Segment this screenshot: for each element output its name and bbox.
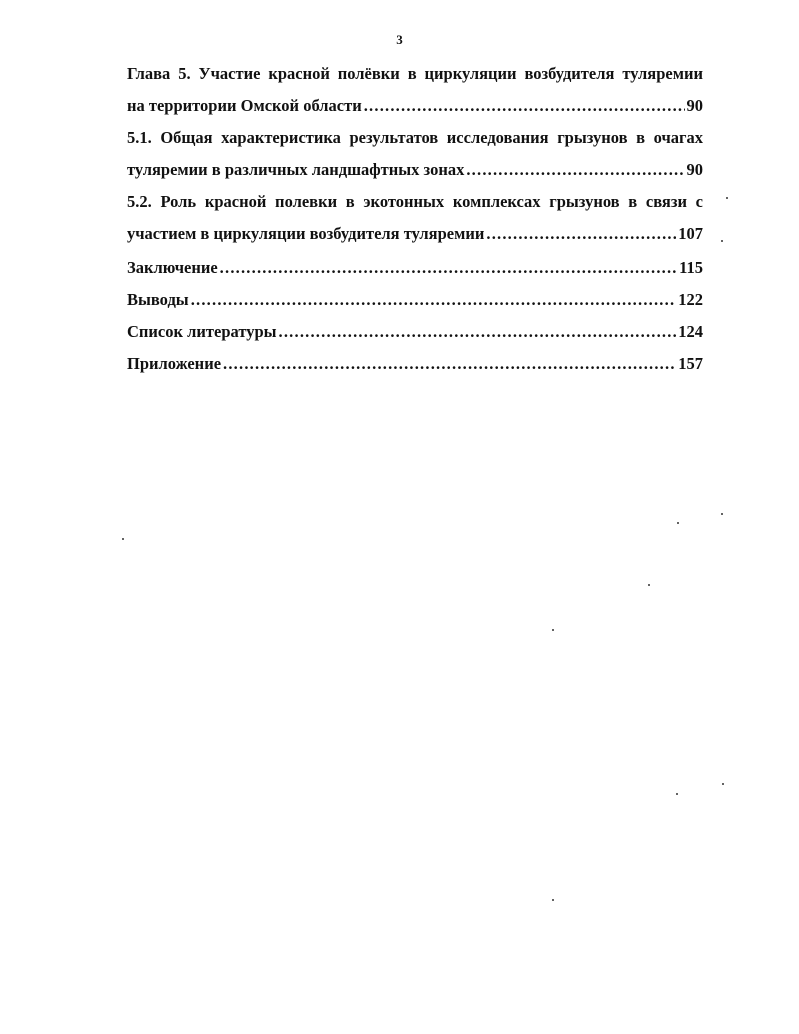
dot-leader: [466, 154, 684, 186]
toc-entry-title: Приложение: [127, 354, 222, 373]
toc-entry-title: туляремии в различных ландшафтных зонах: [127, 160, 465, 179]
toc-page-number: 124: [678, 322, 703, 341]
page-number: 3: [396, 32, 403, 47]
scan-speck: [648, 584, 650, 586]
scan-speck: [726, 197, 728, 199]
toc-entry-title-line-1: 5.2. Роль красной полевки в экотонных комплексах грызунов в связи с: [127, 192, 703, 211]
scan-speck: [122, 538, 124, 540]
toc-entry-chapter-5: [127, 58, 703, 122]
toc-entry-title: Заключение: [127, 258, 218, 277]
toc-entry-title-line-2: [127, 90, 703, 122]
toc-entry-line: [127, 316, 703, 348]
toc-page-number: 90: [686, 96, 703, 115]
toc-page-number: 107: [678, 224, 703, 243]
toc-entry-findings: [127, 284, 703, 316]
scan-speck: [552, 629, 554, 631]
scan-speck: [722, 783, 724, 785]
toc-entry-section-5-2: [127, 186, 703, 250]
dot-leader: [220, 252, 677, 284]
dot-leader: [364, 90, 685, 122]
toc-entry-title-line-1: Глава 5. Участие красной полёвки в циркуляции возбудителя туляремии: [127, 64, 703, 83]
toc-entry-title: участием в циркуляции возбудителя туляремии: [127, 224, 485, 243]
toc-entry-references: [127, 316, 703, 348]
toc-page-number: 157: [678, 354, 703, 373]
scan-speck: [721, 513, 723, 515]
toc-page-number: 90: [686, 160, 703, 179]
toc-entry-line: [127, 252, 703, 284]
toc-page-number: 122: [678, 290, 703, 309]
toc-entry-title-line-1: 5.1. Общая характеристика результатов исследования грызунов в очагах: [127, 128, 703, 147]
dot-leader: [191, 284, 677, 316]
toc-entry-line: [127, 284, 703, 316]
toc-entry-section-5-1: [127, 122, 703, 186]
scan-speck: [677, 522, 679, 524]
scan-speck: [552, 899, 554, 901]
toc-entry-title-line-2: [127, 154, 703, 186]
toc-entry-title: Список литературы: [127, 322, 277, 341]
scan-speck: [721, 240, 723, 242]
toc-entry-title: Выводы: [127, 290, 189, 309]
dot-leader: [279, 316, 677, 348]
toc-entry-appendix: [127, 348, 703, 380]
table-of-contents: [127, 58, 703, 380]
toc-page-number: 115: [679, 258, 703, 277]
toc-entry-title: на территории Омской области: [127, 96, 362, 115]
dot-leader: [486, 218, 676, 250]
toc-entry-title-line-2: [127, 218, 703, 250]
toc-entry-line: [127, 348, 703, 380]
dot-leader: [223, 348, 676, 380]
toc-entry-conclusion: [127, 252, 703, 284]
scan-speck: [676, 793, 678, 795]
